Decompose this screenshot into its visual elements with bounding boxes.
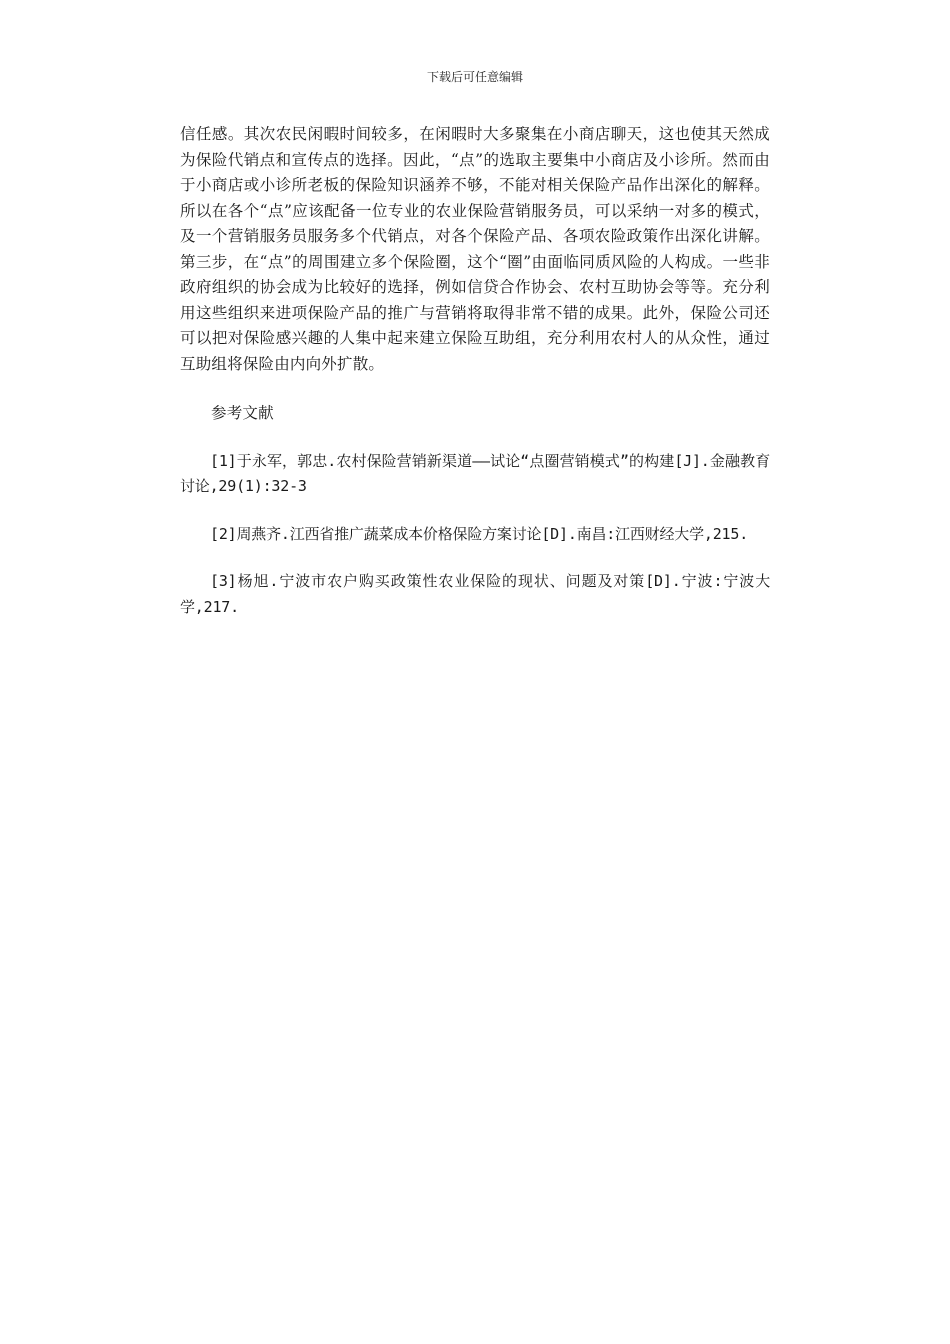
document-body <box>180 122 770 620</box>
page-header: 下载后可任意编辑 <box>426 70 523 84</box>
body-paragraph: 信任感。其次农民闲暇时间较多，在闲暇时大多聚集在小商店聊天，这也使其天然成为保险代销点和宣传点的选择。因此，“点”的选取主要集中小商店及小诊所。然而由于小商店或小诊所老板的保险知识涵养不够，不能对相关保险产品作出深化的解释。所以在各个“点”应该配备一位专业的农业保险营销服务员，可以采纳一对多的模式，及一个营销服务员服务多个代销点，对各个保险产品、各项农险政策作出深化讲解。第三步，在“点”的周围建立多个保险圈，这个“圈”由面临同质风险的人构成。一些非政府组织的协会成为比较好的选择，例如信贷合作协会、农村互助协会等等。充分利用这些组织来进项保险产品的推广与营销将取得非常不错的成果。此外，保险公司还可以把对保险感兴趣的人集中起来建立保险互助组，充分利用农村人的从众性，通过互助组将保险由内向外扩散。 <box>180 125 770 373</box>
reference-item-2: [2]周燕齐.江西省推广蔬菜成本价格保险方案讨论[D].南昌:江西财经大学,215. <box>210 524 749 543</box>
references-title: 参考文献 <box>211 404 274 422</box>
reference-item-3: [3]杨旭.宁波市农户购买政策性农业保险的现状、问题及对策[D].宁波:宁波大学,217. <box>180 572 770 616</box>
reference-item-1: [1]于永军，郭忠.农村保险营销新渠道——试论“点圈营销模式”的构建[J].金融教育讨论,29(1):32-3 <box>180 451 770 495</box>
